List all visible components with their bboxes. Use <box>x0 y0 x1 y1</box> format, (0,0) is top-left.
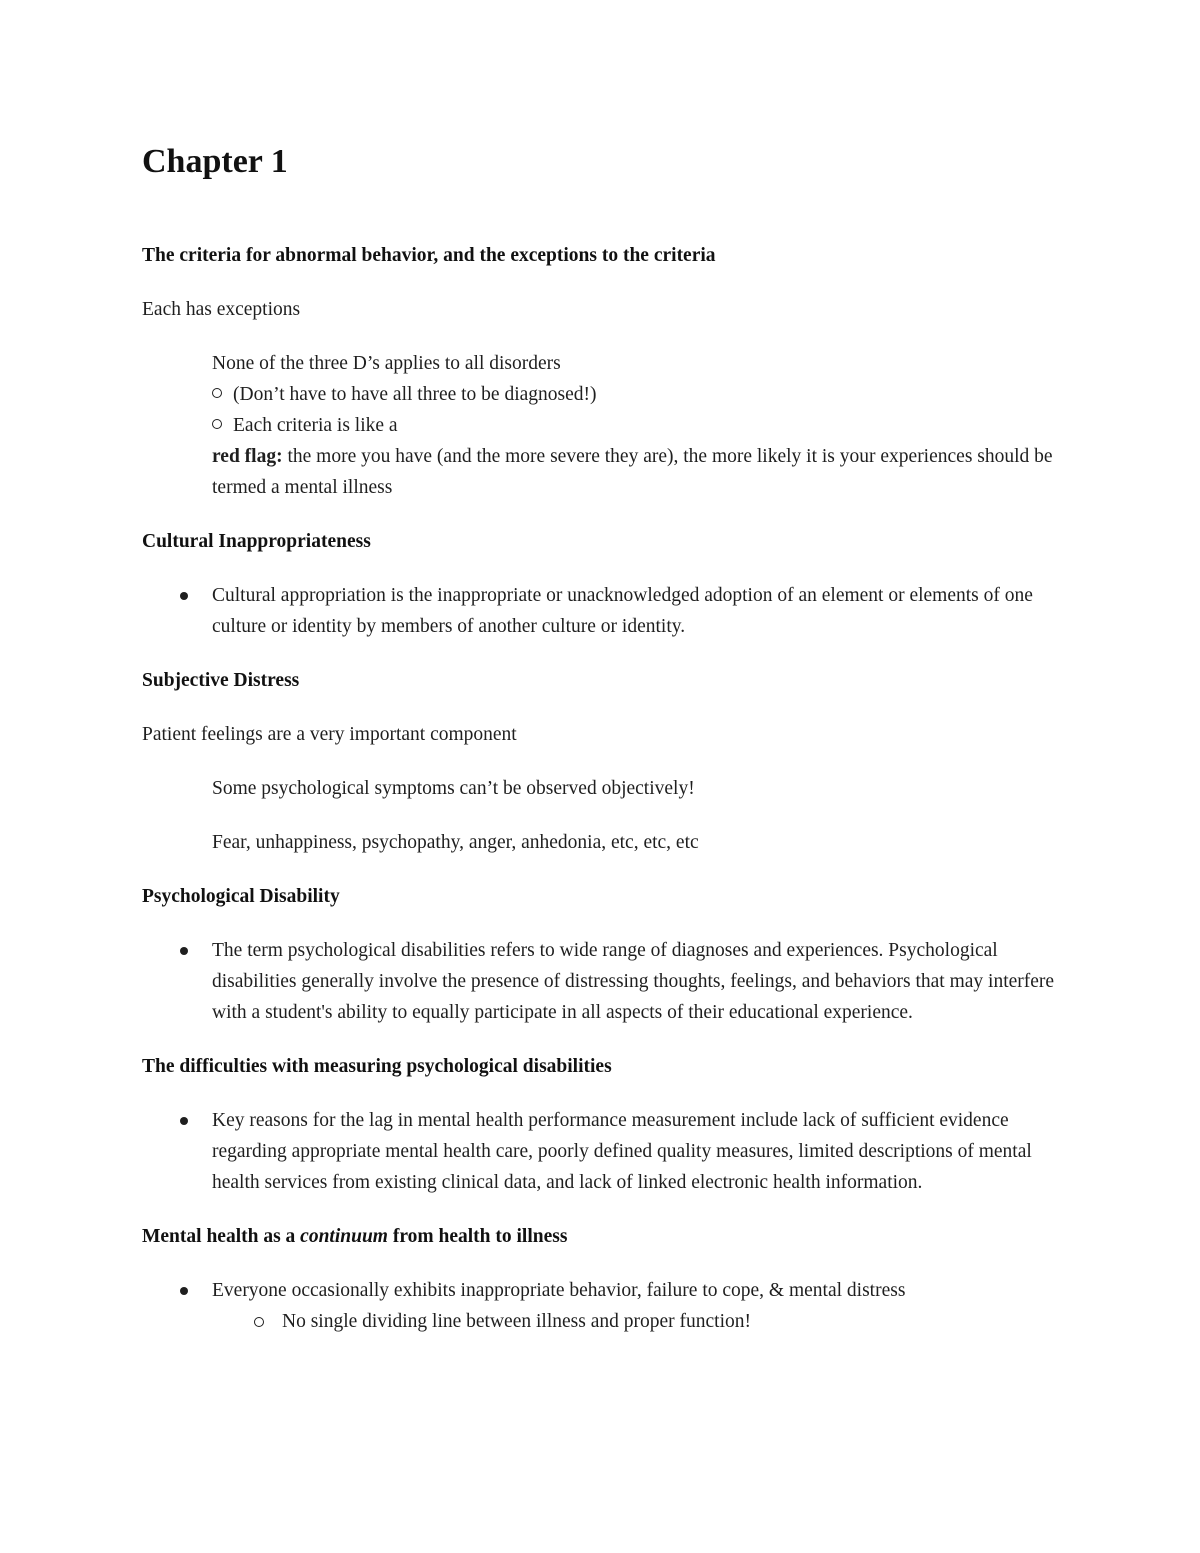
criteria-like-line <box>212 410 1072 441</box>
hollow-bullet-icon <box>212 419 222 429</box>
hollow-bullet-icon <box>212 388 222 398</box>
page-title: Chapter 1 <box>142 143 288 180</box>
diagnosed-line <box>212 379 1072 410</box>
red-flag-text: the more you have (and the more severe they are), the more likely it is your experiences should be termed a mental illness <box>212 446 1053 498</box>
paragraph-each-has-exceptions: Each has exceptions <box>142 299 301 320</box>
sub-list-item <box>212 1306 1072 1337</box>
list-item-text: The term psychological disabilities refers to wide range of diagnoses and experiences. Psychological disabilities generally involve the presence of distressing thoughts, feelings, and behaviors that may interfere with a student's ability to equally participate in all aspects of their educational experience. <box>212 940 1055 1023</box>
section-heading-continuum <box>142 1221 1072 1252</box>
section-heading-cultural: Cultural Inappropriateness <box>142 531 371 552</box>
red-flag-paragraph <box>212 441 1072 503</box>
diagnosed-text: (Don’t have to have all three to be diagnosed!) <box>233 384 597 405</box>
bullet-icon <box>180 1287 188 1295</box>
hollow-bullet-icon <box>254 1317 264 1327</box>
paragraph-symptoms: Some psychological symptoms can’t be observed objectively! <box>212 778 695 799</box>
heading-pre: Mental health as a <box>142 1226 301 1247</box>
heading-emphasis: continuum <box>300 1226 388 1247</box>
criteria-indented-block <box>212 348 1072 503</box>
list-item <box>142 935 1072 1028</box>
paragraph-examples: Fear, unhappiness, psychopathy, anger, anhedonia, etc, etc, etc <box>212 832 699 853</box>
list-item <box>142 1275 1072 1306</box>
document-page <box>142 140 1072 1337</box>
paragraph-patient-feelings: Patient feelings are a very important component <box>142 724 517 745</box>
heading-post: from health to illness <box>387 1226 568 1247</box>
list-item <box>142 580 1072 642</box>
bullet-icon <box>180 1117 188 1125</box>
bullet-icon <box>180 592 188 600</box>
section-heading-criteria: The criteria for abnormal behavior, and the exceptions to the criteria <box>142 245 716 266</box>
section-heading-subjective-distress: Subjective Distress <box>142 670 300 691</box>
list-item <box>142 1105 1072 1198</box>
bullet-icon <box>180 947 188 955</box>
criteria-like-text: Each criteria is like a <box>233 415 398 436</box>
sub-list-item-text: No single dividing line between illness and proper function! <box>282 1311 751 1332</box>
three-ds-line: None of the three D’s applies to all disorders <box>212 353 561 374</box>
list-item-text: Key reasons for the lag in mental health performance measurement include lack of sufficient evidence regarding appropriate mental health care, poorly defined quality measures, limited descriptions of mental health services from existing clinical data, and lack of linked electronic health information. <box>212 1110 1032 1193</box>
section-heading-measuring: The difficulties with measuring psychological disabilities <box>142 1056 612 1077</box>
list-item-text: Everyone occasionally exhibits inappropriate behavior, failure to cope, & mental distress <box>212 1280 906 1301</box>
red-flag-label: red flag: <box>212 446 283 467</box>
list-item-text: Cultural appropriation is the inappropriate or unacknowledged adoption of an element or elements of one culture or identity by members of another culture or identity. <box>212 585 1033 637</box>
section-heading-psychological-disability: Psychological Disability <box>142 886 340 907</box>
